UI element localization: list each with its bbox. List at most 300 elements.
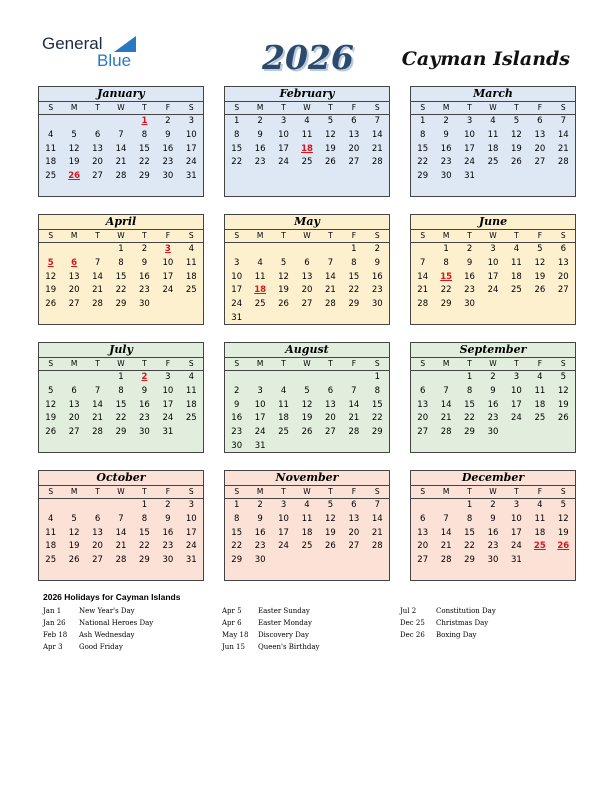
day-cell: 4 bbox=[537, 372, 543, 382]
day-cell: 15 bbox=[464, 399, 475, 410]
empty-day-cell bbox=[248, 371, 271, 385]
day-cell: 25 bbox=[487, 157, 499, 168]
month-november bbox=[224, 470, 390, 581]
day-cell: 19 bbox=[557, 399, 569, 410]
day-cell: 8 bbox=[443, 257, 449, 268]
day-cell: 10 bbox=[185, 513, 197, 524]
day-cell: 6 bbox=[327, 385, 334, 396]
month-april bbox=[38, 214, 204, 325]
day-cell: 30 bbox=[487, 427, 499, 438]
weekday-header: T bbox=[272, 230, 295, 243]
months-grid bbox=[38, 86, 576, 581]
day-cell: 10 bbox=[278, 129, 289, 140]
day-cell: 7 bbox=[420, 257, 426, 268]
empty-day-cell bbox=[39, 499, 62, 513]
empty-day-cell bbox=[39, 243, 62, 257]
weekday-header: W bbox=[109, 230, 132, 243]
day-cell: 15 bbox=[231, 143, 243, 154]
day-cell: 7 bbox=[327, 257, 334, 268]
holiday-row bbox=[222, 605, 319, 617]
day-cell: 4 bbox=[188, 244, 194, 254]
empty-day-cell bbox=[434, 371, 457, 385]
holiday-name: Ash Wednesday bbox=[79, 631, 135, 639]
day-cell: 30 bbox=[139, 427, 150, 438]
month-name: October bbox=[39, 471, 203, 486]
day-cell: 27 bbox=[68, 299, 80, 310]
day-cell: 19 bbox=[68, 541, 80, 552]
day-cell: 11 bbox=[511, 257, 522, 268]
day-cell: 4 bbox=[280, 385, 287, 396]
day-cell: 31 bbox=[254, 440, 266, 451]
day-cell: 29 bbox=[139, 555, 150, 566]
weekday-header: T bbox=[505, 230, 528, 243]
day-cell: 16 bbox=[231, 413, 243, 424]
day-grid bbox=[39, 230, 203, 312]
weekday-header: S bbox=[411, 486, 434, 499]
day-cell: 14 bbox=[325, 271, 336, 282]
day-cell: 8 bbox=[466, 513, 473, 524]
day-cell: 28 bbox=[115, 555, 127, 566]
day-cell: 20 bbox=[301, 285, 313, 296]
weekday-header: T bbox=[505, 358, 528, 371]
holiday-day-cell: 5 bbox=[47, 257, 54, 268]
day-cell: 5 bbox=[560, 500, 566, 510]
day-cell: 29 bbox=[464, 427, 475, 438]
day-cell: 20 bbox=[325, 413, 336, 424]
weekday-header: S bbox=[552, 230, 575, 243]
day-cell: 28 bbox=[348, 427, 360, 438]
weekday-header: S bbox=[180, 358, 203, 371]
day-cell: 20 bbox=[348, 527, 360, 538]
month-name: September bbox=[411, 343, 575, 358]
day-cell: 20 bbox=[348, 143, 360, 154]
day-cell: 19 bbox=[45, 413, 57, 424]
day-cell: 8 bbox=[374, 385, 380, 396]
empty-day-cell bbox=[225, 371, 248, 385]
day-cell: 25 bbox=[511, 285, 522, 296]
day-cell: 17 bbox=[464, 143, 475, 154]
holiday-column bbox=[43, 605, 153, 653]
empty-day-cell bbox=[295, 243, 318, 257]
day-cell: 9 bbox=[234, 399, 240, 410]
day-cell: 18 bbox=[278, 413, 289, 424]
month-october bbox=[38, 470, 204, 581]
day-cell: 11 bbox=[45, 143, 57, 154]
day-cell: 7 bbox=[560, 116, 566, 126]
day-cell: 5 bbox=[304, 385, 310, 396]
day-cell: 10 bbox=[511, 513, 522, 524]
day-cell: 6 bbox=[537, 116, 543, 126]
weekday-header: M bbox=[434, 358, 457, 371]
day-cell: 16 bbox=[162, 143, 174, 154]
month-name: July bbox=[39, 343, 203, 358]
day-cell: 27 bbox=[325, 427, 336, 438]
day-cell: 2 bbox=[257, 500, 263, 510]
day-cell: 6 bbox=[560, 244, 566, 254]
day-grid bbox=[225, 102, 389, 170]
holiday-date: Apr 5 bbox=[222, 607, 242, 615]
empty-day-cell bbox=[411, 371, 434, 385]
weekday-header: S bbox=[552, 358, 575, 371]
day-cell: 12 bbox=[45, 399, 57, 410]
empty-day-cell bbox=[434, 499, 457, 513]
day-cell: 18 bbox=[185, 271, 197, 282]
month-name: February bbox=[225, 87, 389, 102]
day-cell: 17 bbox=[162, 399, 174, 410]
day-cell: 6 bbox=[94, 513, 101, 524]
weekday-header: M bbox=[62, 486, 85, 499]
holiday-column bbox=[222, 605, 319, 653]
logo-text-blue: Blue bbox=[97, 51, 132, 70]
day-cell: 14 bbox=[557, 129, 569, 140]
day-cell: 30 bbox=[487, 555, 499, 566]
day-cell: 11 bbox=[278, 399, 289, 410]
day-cell: 4 bbox=[188, 372, 194, 382]
weekday-header: S bbox=[411, 102, 434, 115]
day-cell: 30 bbox=[440, 171, 452, 182]
weekday-header: F bbox=[156, 102, 179, 115]
day-cell: 19 bbox=[301, 413, 313, 424]
weekday-header: F bbox=[342, 230, 365, 243]
day-cell: 13 bbox=[417, 399, 429, 410]
holiday-day-cell: 2 bbox=[141, 372, 148, 382]
day-cell: 15 bbox=[115, 271, 127, 282]
weekday-header: T bbox=[319, 486, 342, 499]
day-cell: 21 bbox=[557, 143, 569, 154]
day-cell: 7 bbox=[94, 257, 101, 268]
weekday-header: S bbox=[225, 102, 248, 115]
day-cell: 11 bbox=[254, 271, 266, 282]
weekday-header: S bbox=[366, 230, 389, 243]
holiday-row bbox=[400, 605, 496, 617]
month-december bbox=[410, 470, 576, 581]
empty-day-cell bbox=[62, 371, 85, 385]
day-cell: 24 bbox=[231, 299, 243, 310]
day-cell: 13 bbox=[348, 513, 360, 524]
day-cell: 14 bbox=[115, 143, 127, 154]
day-cell: 9 bbox=[165, 513, 171, 524]
day-cell: 2 bbox=[443, 116, 449, 126]
day-cell: 1 bbox=[374, 372, 380, 382]
weekday-header: S bbox=[366, 358, 389, 371]
day-cell: 22 bbox=[371, 413, 383, 424]
day-cell: 16 bbox=[254, 527, 266, 538]
weekday-header: W bbox=[109, 102, 132, 115]
day-cell: 26 bbox=[45, 299, 57, 310]
holiday-column bbox=[400, 605, 496, 641]
day-cell: 10 bbox=[511, 385, 522, 396]
day-cell: 26 bbox=[325, 157, 336, 168]
day-cell: 7 bbox=[94, 385, 101, 396]
empty-day-cell bbox=[411, 499, 434, 513]
weekday-header: F bbox=[342, 358, 365, 371]
day-cell: 18 bbox=[534, 527, 546, 538]
day-cell: 28 bbox=[325, 299, 336, 310]
day-cell: 4 bbox=[490, 116, 496, 126]
day-cell: 27 bbox=[417, 427, 429, 438]
weekday-header: M bbox=[434, 102, 457, 115]
day-cell: 26 bbox=[325, 541, 336, 552]
day-cell: 23 bbox=[254, 157, 266, 168]
day-cell: 12 bbox=[45, 271, 57, 282]
weekday-header: W bbox=[295, 358, 318, 371]
day-cell: 8 bbox=[141, 513, 148, 524]
day-cell: 5 bbox=[327, 116, 334, 126]
weekday-header: T bbox=[133, 102, 156, 115]
day-cell: 5 bbox=[327, 500, 334, 510]
day-grid bbox=[39, 102, 203, 184]
day-cell: 23 bbox=[487, 541, 499, 552]
day-cell: 10 bbox=[254, 399, 266, 410]
day-cell: 11 bbox=[534, 513, 546, 524]
weekday-header: T bbox=[272, 358, 295, 371]
day-cell: 25 bbox=[301, 541, 313, 552]
day-cell: 29 bbox=[348, 299, 360, 310]
empty-day-cell bbox=[225, 243, 248, 257]
day-cell: 10 bbox=[487, 257, 499, 268]
day-cell: 11 bbox=[487, 129, 499, 140]
holiday-row bbox=[43, 605, 153, 617]
month-name: June bbox=[411, 215, 575, 230]
day-cell: 8 bbox=[141, 129, 148, 140]
day-cell: 22 bbox=[115, 285, 127, 296]
day-cell: 28 bbox=[92, 299, 103, 310]
day-cell: 13 bbox=[325, 399, 336, 410]
day-cell: 14 bbox=[417, 271, 429, 282]
day-cell: 31 bbox=[231, 312, 243, 323]
day-grid bbox=[225, 230, 389, 326]
weekday-header: F bbox=[528, 230, 551, 243]
weekday-header: W bbox=[481, 358, 504, 371]
weekday-header: S bbox=[366, 102, 389, 115]
day-cell: 12 bbox=[68, 143, 80, 154]
day-cell: 20 bbox=[417, 541, 429, 552]
day-cell: 27 bbox=[417, 555, 429, 566]
day-cell: 16 bbox=[464, 271, 475, 282]
day-cell: 1 bbox=[234, 500, 240, 510]
day-cell: 10 bbox=[464, 129, 475, 140]
day-cell: 16 bbox=[371, 271, 383, 282]
day-cell: 28 bbox=[417, 299, 429, 310]
day-cell: 21 bbox=[440, 541, 452, 552]
weekday-header: T bbox=[319, 358, 342, 371]
day-cell: 29 bbox=[115, 427, 127, 438]
day-cell: 18 bbox=[534, 399, 546, 410]
logo-triangle-icon bbox=[114, 36, 136, 52]
weekday-header: M bbox=[248, 486, 271, 499]
day-cell: 15 bbox=[139, 527, 150, 538]
day-cell: 19 bbox=[534, 271, 546, 282]
day-cell: 16 bbox=[487, 399, 499, 410]
weekday-header: F bbox=[156, 358, 179, 371]
day-grid bbox=[225, 358, 389, 454]
day-cell: 6 bbox=[94, 129, 101, 140]
day-cell: 25 bbox=[45, 171, 57, 182]
day-cell: 17 bbox=[487, 271, 499, 282]
day-cell: 5 bbox=[560, 372, 566, 382]
weekday-header: F bbox=[528, 358, 551, 371]
day-cell: 29 bbox=[440, 299, 452, 310]
weekday-header: S bbox=[366, 486, 389, 499]
empty-day-cell bbox=[62, 243, 85, 257]
month-name: November bbox=[225, 471, 389, 486]
weekday-header: F bbox=[156, 486, 179, 499]
day-cell: 29 bbox=[231, 555, 243, 566]
weekday-header: S bbox=[39, 102, 62, 115]
day-cell: 19 bbox=[68, 157, 80, 168]
month-name: May bbox=[225, 215, 389, 230]
day-cell: 2 bbox=[165, 500, 171, 510]
day-cell: 27 bbox=[92, 171, 103, 182]
day-cell: 13 bbox=[68, 271, 80, 282]
day-cell: 21 bbox=[371, 527, 383, 538]
day-cell: 2 bbox=[374, 244, 380, 254]
day-cell: 6 bbox=[304, 257, 310, 268]
day-cell: 21 bbox=[115, 157, 127, 168]
day-cell: 28 bbox=[557, 157, 569, 168]
day-cell: 8 bbox=[234, 129, 240, 140]
empty-day-cell bbox=[86, 371, 109, 385]
day-cell: 26 bbox=[557, 413, 569, 424]
holiday-row bbox=[400, 617, 496, 629]
weekday-header: T bbox=[133, 230, 156, 243]
day-cell: 5 bbox=[513, 116, 520, 126]
empty-day-cell bbox=[319, 371, 342, 385]
month-january bbox=[38, 86, 204, 197]
day-cell: 25 bbox=[185, 413, 197, 424]
day-cell: 1 bbox=[420, 116, 426, 126]
holiday-name: Christmas Day bbox=[436, 619, 489, 627]
day-cell: 14 bbox=[92, 399, 103, 410]
weekday-header: M bbox=[62, 102, 85, 115]
holiday-day-cell: 18 bbox=[301, 143, 313, 154]
month-june bbox=[410, 214, 576, 325]
day-grid bbox=[39, 486, 203, 568]
day-cell: 29 bbox=[139, 171, 150, 182]
day-grid bbox=[411, 230, 575, 312]
day-cell: 17 bbox=[278, 143, 289, 154]
day-cell: 10 bbox=[185, 129, 197, 140]
day-cell: 22 bbox=[139, 541, 150, 552]
day-cell: 27 bbox=[534, 157, 546, 168]
day-cell: 26 bbox=[534, 285, 546, 296]
day-cell: 24 bbox=[278, 157, 289, 168]
day-cell: 24 bbox=[254, 427, 266, 438]
day-cell: 23 bbox=[371, 285, 383, 296]
holiday-date: May 18 bbox=[222, 631, 249, 639]
month-name: August bbox=[225, 343, 389, 358]
weekday-header: M bbox=[434, 486, 457, 499]
weekday-header: W bbox=[481, 102, 504, 115]
day-cell: 6 bbox=[351, 500, 357, 510]
weekday-header: S bbox=[411, 358, 434, 371]
day-cell: 13 bbox=[534, 129, 546, 140]
day-cell: 26 bbox=[301, 427, 313, 438]
day-cell: 19 bbox=[511, 143, 522, 154]
day-cell: 20 bbox=[534, 143, 546, 154]
brand-logo bbox=[42, 34, 142, 72]
day-cell: 20 bbox=[68, 285, 80, 296]
empty-day-cell bbox=[295, 371, 318, 385]
holiday-date: Feb 18 bbox=[43, 631, 68, 639]
weekday-header: T bbox=[505, 486, 528, 499]
day-cell: 30 bbox=[231, 440, 243, 451]
day-cell: 14 bbox=[440, 527, 452, 538]
day-cell: 18 bbox=[45, 541, 57, 552]
day-cell: 9 bbox=[443, 129, 449, 140]
day-cell: 31 bbox=[162, 427, 174, 438]
day-cell: 21 bbox=[92, 413, 103, 424]
weekday-header: S bbox=[225, 358, 248, 371]
day-cell: 22 bbox=[231, 541, 243, 552]
day-cell: 22 bbox=[348, 285, 360, 296]
day-cell: 25 bbox=[45, 555, 57, 566]
day-cell: 24 bbox=[185, 157, 197, 168]
day-cell: 12 bbox=[68, 527, 80, 538]
day-cell: 30 bbox=[464, 299, 475, 310]
weekday-header: S bbox=[411, 230, 434, 243]
day-cell: 3 bbox=[513, 372, 520, 382]
day-cell: 2 bbox=[257, 116, 263, 126]
day-cell: 16 bbox=[254, 143, 266, 154]
day-cell: 28 bbox=[371, 157, 383, 168]
month-may bbox=[224, 214, 390, 325]
holiday-name: Queen's Birthday bbox=[258, 643, 320, 651]
day-cell: 10 bbox=[162, 257, 174, 268]
day-cell: 12 bbox=[325, 513, 336, 524]
day-cell: 22 bbox=[139, 157, 150, 168]
holiday-date: Apr 6 bbox=[222, 619, 242, 627]
day-cell: 14 bbox=[440, 399, 452, 410]
weekday-header: M bbox=[248, 230, 271, 243]
day-cell: 24 bbox=[185, 541, 197, 552]
day-cell: 3 bbox=[280, 500, 287, 510]
empty-day-cell bbox=[62, 499, 85, 513]
holiday-day-cell: 15 bbox=[440, 271, 453, 282]
weekday-header: S bbox=[39, 486, 62, 499]
empty-day-cell bbox=[248, 243, 271, 257]
holiday-name: National Heroes Day bbox=[79, 619, 154, 627]
day-cell: 1 bbox=[141, 500, 148, 510]
day-cell: 31 bbox=[185, 555, 197, 566]
holiday-row bbox=[400, 629, 496, 641]
day-cell: 2 bbox=[466, 244, 473, 254]
day-cell: 16 bbox=[487, 527, 499, 538]
day-cell: 18 bbox=[45, 157, 57, 168]
day-cell: 9 bbox=[374, 257, 380, 268]
day-cell: 8 bbox=[118, 257, 124, 268]
empty-day-cell bbox=[86, 115, 109, 129]
day-cell: 25 bbox=[301, 157, 313, 168]
day-cell: 13 bbox=[557, 257, 569, 268]
holiday-row bbox=[222, 617, 319, 629]
month-name: March bbox=[411, 87, 575, 102]
day-cell: 20 bbox=[68, 413, 80, 424]
weekday-header: M bbox=[248, 358, 271, 371]
holiday-date: Dec 25 bbox=[400, 619, 425, 627]
day-cell: 3 bbox=[188, 500, 194, 510]
day-cell: 3 bbox=[188, 116, 194, 126]
month-name: January bbox=[39, 87, 203, 102]
day-cell: 11 bbox=[185, 257, 197, 268]
weekday-header: T bbox=[319, 230, 342, 243]
holidays-title: 2026 Holidays for Cayman Islands bbox=[43, 592, 181, 602]
day-cell: 12 bbox=[278, 271, 289, 282]
holiday-date: Apr 3 bbox=[43, 643, 63, 651]
day-cell: 25 bbox=[185, 285, 197, 296]
day-cell: 11 bbox=[301, 513, 313, 524]
weekday-header: T bbox=[458, 486, 481, 499]
